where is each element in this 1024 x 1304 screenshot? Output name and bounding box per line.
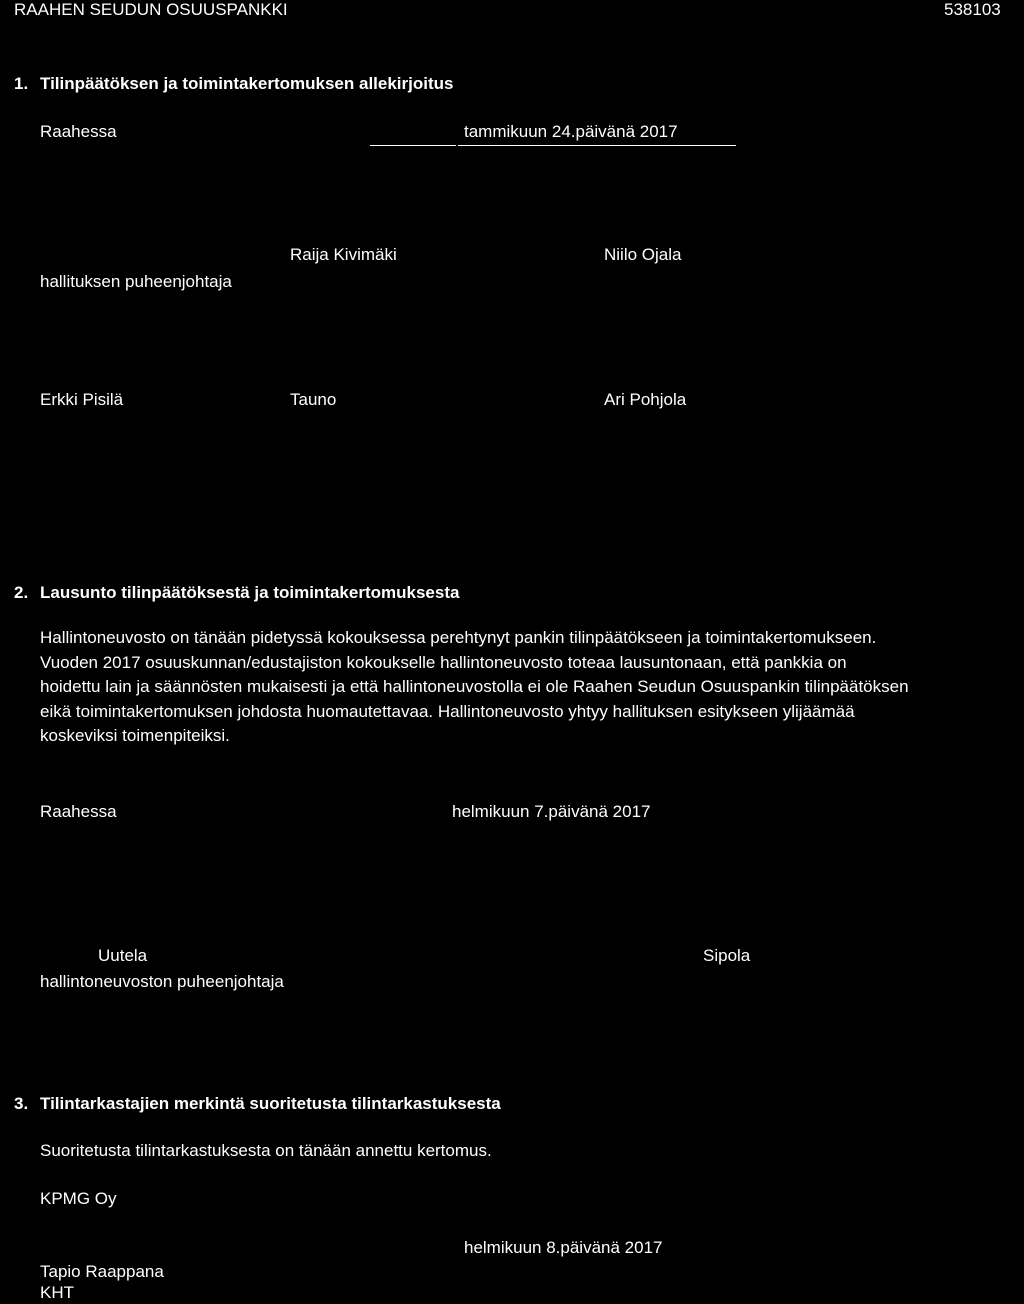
signatory-raija-kivimaki: Raija Kivimäki: [290, 245, 397, 264]
section-2-statement-paragraph: [40, 626, 1015, 749]
section-2-number: 2.: [14, 583, 29, 602]
section-3-title: Tilintarkastajien merkintä suoritetusta tilintarkastuksesta: [40, 1094, 501, 1113]
section-1-number: 1.: [14, 74, 29, 93]
section-1-date: tammikuun 24.päivänä 2017: [464, 122, 678, 141]
audit-date: helmikuun 8.päivänä 2017: [464, 1238, 663, 1257]
signatory-tauno: Tauno: [290, 390, 337, 409]
auditor-name: Tapio Raappana: [40, 1262, 164, 1281]
supervisory-board-chair-role: hallintoneuvoston puheenjohtaja: [40, 972, 284, 991]
section-1-place: Raahessa: [40, 122, 117, 141]
paragraph-line: koskeviksi toimenpiteiksi.: [40, 726, 230, 745]
signatory-uutela: Uutela: [98, 946, 148, 965]
signatory-niilo-ojala: Niilo Ojala: [604, 245, 682, 264]
paragraph-line: hoidettu lain ja säännösten mukaisesti ja että hallintoneuvostolla ei ole Raahen Seudun Osuuspankin tilinpäätöksen: [40, 677, 909, 696]
section-2-title: Lausunto tilinpäätöksestä ja toimintakertomuksesta: [40, 583, 460, 602]
board-chair-role: hallituksen puheenjohtaja: [40, 272, 232, 291]
section-2-date: helmikuun 7.päivänä 2017: [452, 802, 651, 821]
signatory-sipola: Sipola: [703, 946, 751, 965]
paragraph-line: eikä toimintakertomuksen johdosta huomautettavaa. Hallintoneuvosto yhtyy hallituksen esitykseen ylijäämää: [40, 701, 855, 721]
document-number: 538103: [944, 0, 1001, 19]
section-1-date-underline-a: [370, 145, 456, 146]
audit-firm: KPMG Oy: [40, 1189, 117, 1208]
auditor-title: KHT: [40, 1283, 74, 1302]
bank-name-header: RAAHEN SEUDUN OSUUSPANKKI: [14, 0, 288, 19]
audit-statement: Suoritetusta tilintarkastuksesta on tänään annettu kertomus.: [40, 1141, 492, 1160]
signatory-ari-pohjola: Ari Pohjola: [604, 390, 687, 409]
paragraph-line: Hallintoneuvosto on tänään pidetyssä kokouksessa perehtynyt pankin tilinpäätökseen ja toimintakertomukseen.: [40, 628, 877, 647]
section-2-place: Raahessa: [40, 802, 117, 821]
paragraph-line: Vuoden 2017 osuuskunnan/edustajiston kokoukselle hallintoneuvosto toteaa lausuntonaan, että pankkia on: [40, 652, 847, 672]
section-3-number: 3.: [14, 1094, 29, 1113]
section-1-title: Tilinpäätöksen ja toimintakertomuksen allekirjoitus: [40, 74, 454, 93]
section-1-date-underline-b: [458, 145, 736, 146]
signatory-erkki-pisila: Erkki Pisilä: [40, 390, 124, 409]
